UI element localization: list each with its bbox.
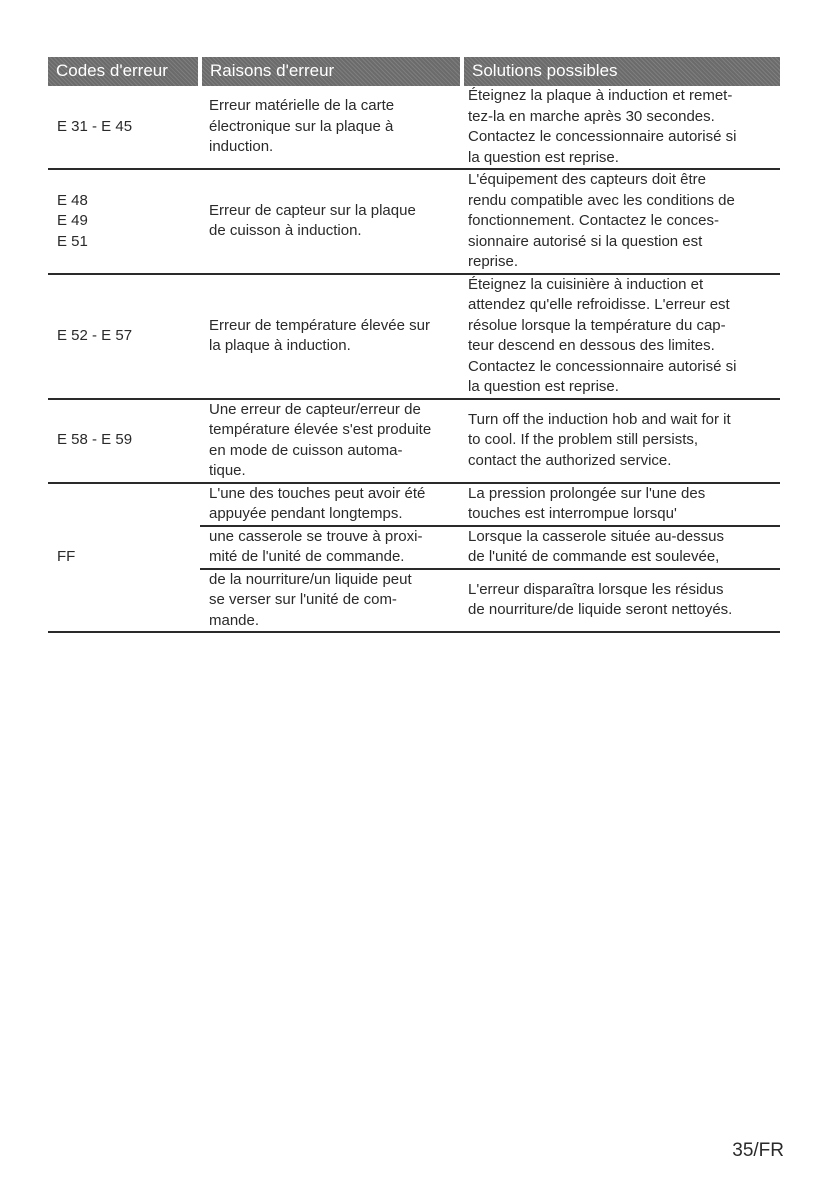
solution-line: to cool. If the problem still persists, — [468, 431, 699, 449]
table-row-ff-sub-1 — [48, 483, 780, 526]
error-code-cell — [48, 169, 200, 274]
reason-line: de la nourriture/un liquide peut — [209, 570, 412, 588]
error-reason-cell — [200, 86, 462, 169]
error-code: E 51 — [57, 232, 88, 250]
reason-line: de cuisson à induction. — [209, 222, 362, 240]
solution-line: L'erreur disparaîtra lorsque les résidus — [468, 580, 724, 598]
solution-line: sionnaire autorisé si la question est — [468, 232, 703, 250]
reason-line: Une erreur de capteur/erreur de — [209, 400, 421, 418]
solution-line: Turn off the induction hob and wait for it — [468, 410, 731, 428]
solution-line: Contactez le concessionnaire autorisé si — [468, 357, 737, 375]
reason-line: mité de l'unité de commande. — [209, 548, 405, 565]
error-code-cell — [48, 86, 200, 169]
error-code-cell — [48, 483, 200, 633]
error-code: E 48 — [57, 191, 88, 209]
solution-line: Contactez le concessionnaire autorisé si — [468, 128, 737, 145]
solution-cell — [462, 483, 780, 526]
solution-line: de nourriture/de liquide seront nettoyés. — [468, 601, 733, 619]
solution-line: Éteignez la plaque à induction et remet- — [468, 87, 733, 104]
table-row-e58-e59 — [48, 399, 780, 483]
reason-line: une casserole se trouve à proxi- — [209, 527, 423, 545]
solution-line: L'équipement des capteurs doit être — [468, 171, 707, 188]
error-reason-cell — [200, 526, 462, 569]
error-reason-cell — [200, 569, 462, 633]
page-number: 35/FR — [732, 1140, 784, 1161]
reason-line: tique. — [209, 462, 246, 479]
solution-line: attendez qu'elle refroidisse. L'erreur est — [468, 296, 730, 313]
solution-line: la question est reprise. — [468, 148, 619, 166]
solution-line: touches est interrompue lorsqu' — [468, 505, 677, 522]
reason-line: température élevée s'est produite — [209, 421, 432, 438]
reason-line: L'une des touches peut avoir été — [209, 484, 426, 502]
error-code-cell — [48, 399, 200, 483]
reason-line: Erreur de température élevée sur — [209, 316, 430, 334]
solution-line: teur descend en dessous des limites. — [468, 337, 715, 354]
solution-cell — [462, 86, 780, 169]
reason-line: électronique sur la plaque à — [209, 117, 394, 135]
solution-line: rendu compatible avec les conditions de — [468, 191, 735, 209]
error-codes-table — [48, 57, 780, 633]
header-error-codes: Codes d'erreur — [48, 57, 200, 86]
solution-line: La pression prolongée sur l'une des — [468, 484, 706, 502]
header-possible-solutions: Solutions possibles — [462, 57, 780, 86]
error-code: FF — [57, 548, 76, 565]
solution-line: résolue lorsque la température du cap- — [468, 316, 726, 334]
solution-line: tez-la en marche après 30 secondes. — [468, 107, 715, 125]
solution-line: contact the authorized service. — [468, 451, 672, 469]
solution-cell — [462, 399, 780, 483]
reason-line: induction. — [209, 138, 274, 156]
table-row-e31-e45 — [48, 86, 780, 169]
error-reason-cell — [200, 169, 462, 274]
error-reason-cell — [200, 483, 462, 526]
reason-line: Erreur de capteur sur la plaque — [209, 201, 416, 219]
reason-line: mande. — [209, 611, 260, 629]
error-reason-cell — [200, 274, 462, 399]
table-row-e48-e49-e51 — [48, 169, 780, 274]
error-code: E 58 - E 59 — [57, 431, 133, 449]
table-row-e52-e57 — [48, 274, 780, 399]
reason-line: Erreur matérielle de la carte — [209, 97, 395, 115]
reason-line: la plaque à induction. — [209, 337, 351, 354]
error-code-cell — [48, 274, 200, 399]
header-error-reasons: Raisons d'erreur — [200, 57, 462, 86]
reason-line: en mode de cuisson automa- — [209, 441, 403, 459]
solution-line: reprise. — [468, 253, 519, 270]
solution-cell — [462, 569, 780, 633]
solution-cell — [462, 274, 780, 399]
reason-line: se verser sur l'unité de com- — [209, 591, 397, 608]
solution-line: Lorsque la casserole située au-dessus — [468, 527, 724, 545]
solution-line: fonctionnement. Contactez le conces- — [468, 212, 719, 229]
error-reason-cell — [200, 399, 462, 483]
table-header-row — [48, 57, 780, 86]
error-code: E 52 - E 57 — [57, 326, 133, 344]
solution-line: la question est reprise. — [468, 378, 619, 395]
error-code: E 31 - E 45 — [57, 117, 133, 135]
error-code: E 49 — [57, 212, 88, 229]
solution-line: de l'unité de commande est soulevée, — [468, 548, 720, 565]
solution-cell — [462, 169, 780, 274]
solution-cell — [462, 526, 780, 569]
reason-line: appuyée pendant longtemps. — [209, 505, 403, 522]
solution-line: Éteignez la cuisinière à induction et — [468, 275, 704, 293]
